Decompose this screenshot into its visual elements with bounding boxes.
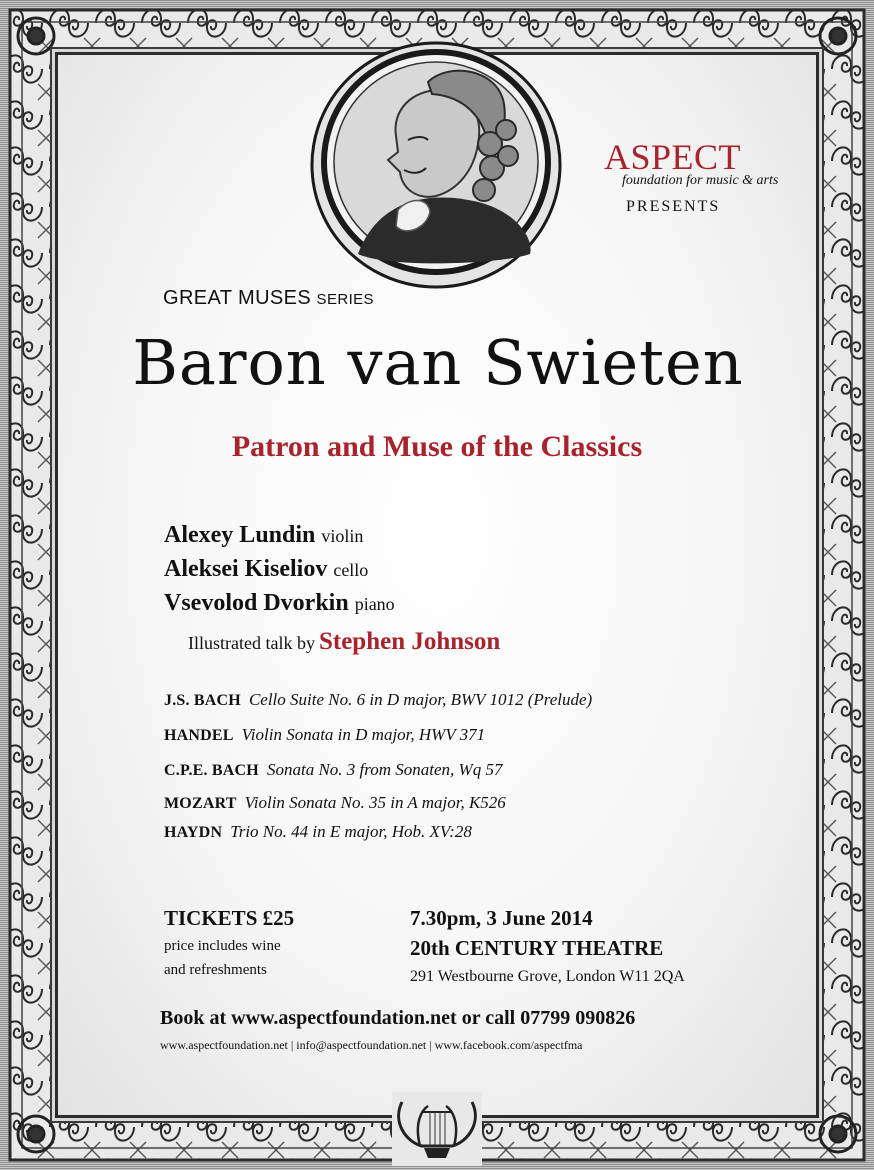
presents-label: PRESENTS: [626, 198, 721, 215]
footer-links[interactable]: www.aspectfoundation.net | info@aspectfoundation.net | www.facebook.com/aspectfma: [160, 1038, 583, 1052]
programme-item: [164, 793, 506, 813]
performer-instrument: violin: [321, 526, 364, 546]
programme-composer: HAYDN: [164, 824, 223, 841]
programme-item: [164, 760, 502, 780]
performer-row: [164, 590, 395, 617]
programme-item: [164, 822, 472, 842]
performer-name: Vsevolod Dvorkin: [164, 590, 349, 616]
performer-row: [164, 522, 363, 549]
event-address: 291 Westbourne Grove, London W11 2QA: [410, 968, 685, 985]
talk-speaker: Stephen Johnson: [318, 628, 501, 655]
portrait-medallion: [308, 40, 564, 290]
programme-composer: C.P.E. BACH: [164, 762, 259, 779]
programme-work: Violin Sonata in D major, HWV 371: [241, 725, 486, 744]
performer-row: [164, 556, 368, 583]
tickets-price: TICKETS £25: [164, 906, 295, 930]
programme-work: Trio No. 44 in E major, Hob. XV:28: [230, 822, 472, 841]
series-suffix: SERIES: [316, 291, 374, 308]
performer-instrument: cello: [333, 560, 369, 580]
org-tagline: foundation for music & arts: [622, 173, 779, 188]
event-venue: 20th CENTURY THEATRE: [410, 936, 664, 960]
performer-name: Alexey Lundin: [164, 522, 316, 548]
series-label: GREAT MUSES: [163, 287, 312, 309]
tickets-note-2: and refreshments: [164, 962, 267, 978]
programme-composer: HANDEL: [164, 727, 234, 744]
programme-work: Violin Sonata No. 35 in A major, K526: [244, 793, 506, 812]
programme-work: Sonata No. 3 from Sonaten, Wq 57: [266, 760, 503, 779]
talk-line: [188, 628, 500, 656]
programme-composer: J.S. BACH: [164, 692, 241, 709]
booking-line[interactable]: Book at www.aspectfoundation.net or call 07799 090826: [160, 1007, 636, 1029]
programme-item: [164, 690, 592, 710]
programme-work: Cello Suite No. 6 in D major, BWV 1012 (Prelude): [248, 690, 593, 709]
lyre-icon: [392, 1092, 482, 1166]
performer-name: Aleksei Kiseliov: [164, 556, 328, 582]
talk-label: Illustrated talk by: [188, 633, 315, 653]
performer-instrument: piano: [354, 594, 395, 614]
series-heading: [163, 287, 374, 310]
page-title: Baron van Swieten: [132, 326, 744, 399]
programme-composer: MOZART: [164, 795, 237, 812]
tickets-note-1: price includes wine: [164, 938, 281, 954]
event-datetime: 7.30pm, 3 June 2014: [410, 906, 593, 930]
org-name: ASPECT: [604, 137, 742, 177]
page-subtitle: Patron and Muse of the Classics: [231, 430, 643, 463]
programme-item: [164, 725, 485, 745]
